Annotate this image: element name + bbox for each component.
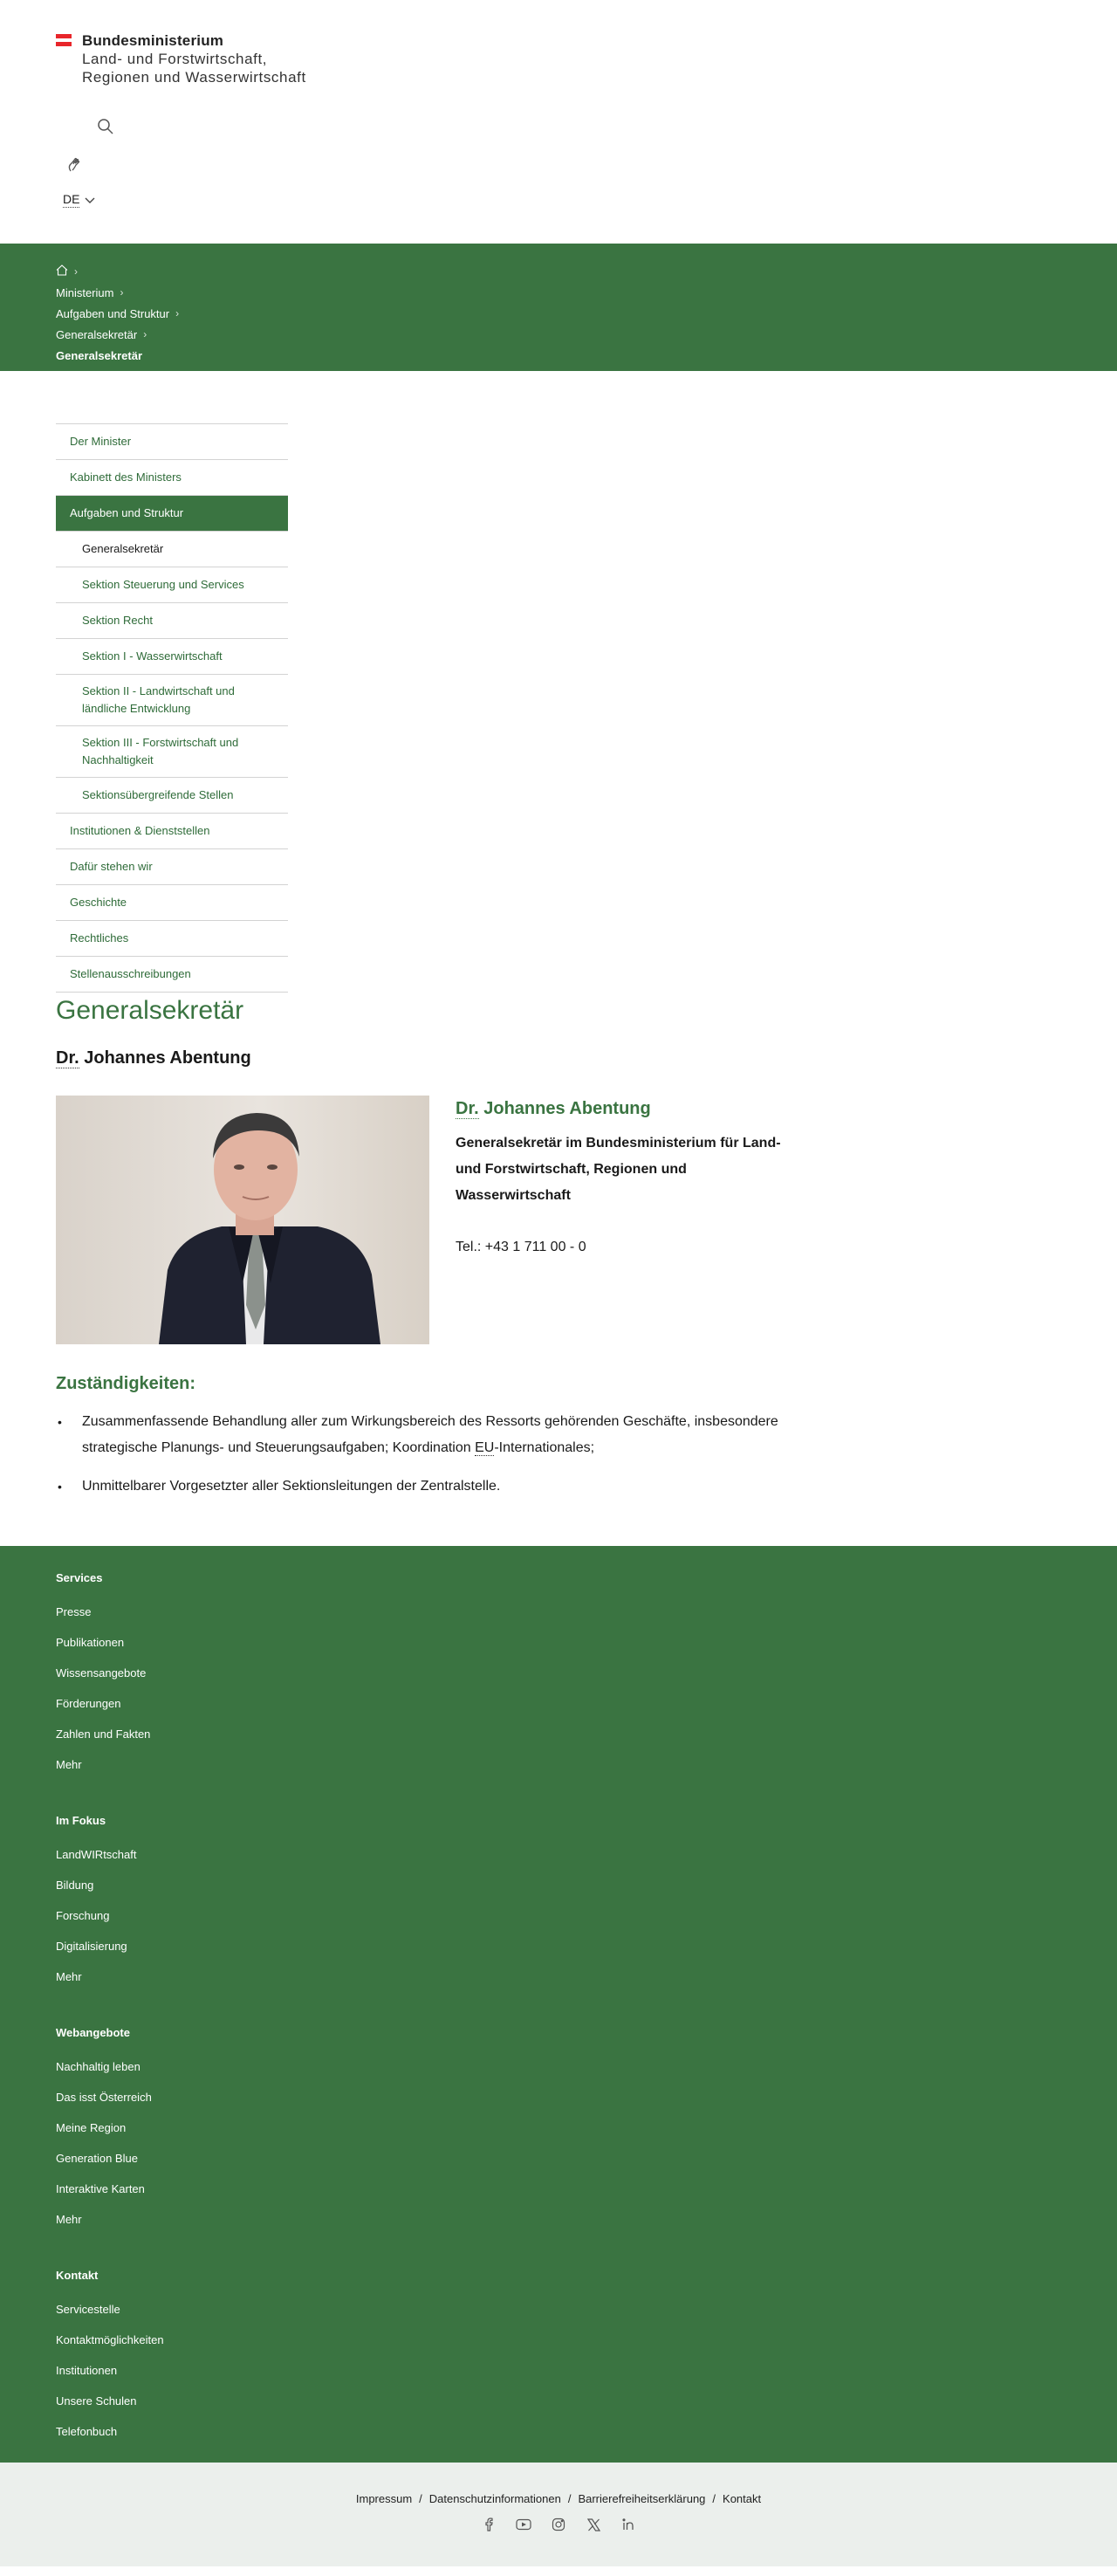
footer-link[interactable]: Mehr bbox=[56, 2213, 82, 2226]
footer-link[interactable]: Mehr bbox=[56, 1758, 82, 1771]
footer-link[interactable]: Forschung bbox=[56, 1909, 110, 1922]
footer-group-title: Services bbox=[56, 1571, 103, 1584]
sidenav-item-generalsekretaer[interactable]: Generalsekretär bbox=[56, 532, 288, 567]
ministry-logo[interactable] bbox=[56, 31, 306, 86]
chevron-right-icon: › bbox=[175, 307, 180, 319]
breadcrumb-item[interactable] bbox=[56, 324, 1061, 345]
sidenav-item-steuerung[interactable]: Sektion Steuerung und Services bbox=[56, 567, 288, 603]
footer-link[interactable]: Telefonbuch bbox=[56, 2425, 118, 2438]
list-item: • Unmittelbarer Vorgesetzter aller Sektionsleitungen der Zentralstelle. bbox=[56, 1473, 824, 1500]
footer-link[interactable]: Das isst Österreich bbox=[56, 2091, 152, 2104]
footer-link[interactable]: Publikationen bbox=[56, 1636, 125, 1649]
search-icon[interactable] bbox=[94, 115, 117, 138]
person-role: Generalsekretär im Bundesministerium für Land- und Forstwirtschaft, Regionen und Wasserwirtschaft bbox=[456, 1136, 781, 1203]
sidenav-item-rechtliches[interactable]: Rechtliches bbox=[56, 921, 288, 957]
footer-group-services bbox=[56, 1570, 1061, 1780]
kontakt-link[interactable]: Kontakt bbox=[723, 2492, 762, 2505]
sidenav-item-forstwirtschaft[interactable]: Sektion III - Forstwirtschaft und Nachhaltigkeit bbox=[56, 726, 288, 778]
footer-link[interactable]: Mehr bbox=[56, 1970, 82, 1983]
logo-line-3: Regionen und Wasserwirtschaft bbox=[82, 69, 306, 86]
sidenav-item-sektionsuebergreifend[interactable]: Sektionsübergreifende Stellen bbox=[56, 778, 288, 814]
footer-link[interactable]: Presse bbox=[56, 1605, 92, 1618]
language-selector[interactable] bbox=[63, 192, 95, 208]
x-icon[interactable] bbox=[585, 2516, 602, 2533]
sidenav-item-aufgaben[interactable]: Aufgaben und Struktur bbox=[56, 496, 288, 532]
chevron-right-icon: › bbox=[120, 286, 124, 299]
site-footer bbox=[0, 1546, 1117, 2463]
breadcrumb-label: Aufgaben und Struktur bbox=[56, 306, 170, 320]
youtube-icon[interactable] bbox=[515, 2516, 532, 2533]
footer-link[interactable]: Digitalisierung bbox=[56, 1940, 127, 1953]
chevron-down-icon bbox=[85, 193, 95, 207]
subtitle-name: Johannes Abentung bbox=[79, 1048, 251, 1068]
sidenav-item-wasserwirtschaft[interactable]: Sektion I - Wasserwirtschaft bbox=[56, 639, 288, 675]
footer-link[interactable]: Institutionen bbox=[56, 2364, 118, 2377]
footer-group-title: Kontakt bbox=[56, 2269, 99, 2282]
person-details bbox=[456, 1096, 805, 1344]
facebook-icon[interactable] bbox=[480, 2516, 497, 2533]
sidenav-item-institutionen[interactable]: Institutionen & Dienststellen bbox=[56, 814, 288, 849]
sidenav-item-geschichte[interactable]: Geschichte bbox=[56, 885, 288, 921]
link-separator: / bbox=[712, 2492, 716, 2505]
instagram-icon[interactable] bbox=[550, 2516, 567, 2533]
impressum-link[interactable]: Impressum bbox=[355, 2492, 413, 2505]
footer-link[interactable]: Zahlen und Fakten bbox=[56, 1728, 151, 1741]
person-phone: Tel.: +43 1 711 00 - 0 bbox=[456, 1240, 586, 1254]
breadcrumb bbox=[0, 244, 1117, 371]
responsibilities-heading: Zuständigkeiten: bbox=[56, 1374, 196, 1393]
austria-flag-icon bbox=[56, 34, 72, 46]
list-item-text: Zusammenfassende Behandlung aller zum Wirkungsbereich des Ressorts gehörenden Geschäfte, insbesondere strategische Planungs- und Steuerungsaufgaben; Koordination bbox=[82, 1414, 778, 1455]
legal-links bbox=[356, 2492, 761, 2505]
sidenav-item-recht[interactable]: Sektion Recht bbox=[56, 603, 288, 639]
portrait-photo bbox=[56, 1096, 429, 1344]
language-code: DE bbox=[63, 192, 80, 206]
person-card bbox=[56, 1096, 1061, 1344]
title-abbreviation: Dr. bbox=[56, 1048, 79, 1068]
list-item bbox=[56, 1409, 824, 1461]
link-separator: / bbox=[419, 2492, 422, 2505]
person-name bbox=[456, 1097, 805, 1120]
footer-link[interactable]: Wissensangebote bbox=[56, 1666, 147, 1680]
page-title: Generalsekretär bbox=[56, 996, 244, 1025]
title-abbreviation: Dr. bbox=[456, 1099, 479, 1118]
chevron-right-icon: › bbox=[143, 328, 147, 340]
site-header bbox=[0, 0, 1117, 244]
footer-link[interactable]: Interaktive Karten bbox=[56, 2182, 145, 2195]
footer-group-title: Im Fokus bbox=[56, 1814, 106, 1827]
footer-link[interactable]: Nachhaltig leben bbox=[56, 2060, 140, 2073]
person-name-text: Johannes Abentung bbox=[478, 1099, 651, 1118]
linkedin-icon[interactable] bbox=[620, 2516, 637, 2533]
page-subtitle bbox=[56, 1047, 1061, 1069]
breadcrumb-label: Ministerium bbox=[56, 285, 114, 299]
footer-link[interactable]: Förderungen bbox=[56, 1697, 121, 1710]
footer-group-kontakt bbox=[56, 2268, 1061, 2447]
breadcrumb-item[interactable] bbox=[56, 282, 1061, 303]
footer-group-title: Webangebote bbox=[56, 2026, 130, 2039]
footer-link[interactable]: Kontaktmöglichkeiten bbox=[56, 2333, 164, 2346]
main-content bbox=[0, 371, 1117, 1500]
datenschutz-link[interactable]: Datenschutzinformationen bbox=[428, 2492, 561, 2505]
sidenav-item-minister[interactable]: Der Minister bbox=[56, 424, 288, 460]
sign-language-icon[interactable] bbox=[63, 154, 86, 176]
sidenav-item-dafuer-stehen-wir[interactable]: Dafür stehen wir bbox=[56, 849, 288, 885]
footer-link[interactable]: Bildung bbox=[56, 1879, 94, 1892]
breadcrumb-label: Generalsekretär bbox=[56, 327, 138, 341]
home-icon bbox=[56, 264, 68, 278]
logo-line-1: Bundesministerium bbox=[82, 32, 224, 49]
logo-text bbox=[82, 31, 306, 86]
sidenav-item-kabinett[interactable]: Kabinett des Ministers bbox=[56, 460, 288, 496]
breadcrumb-current: Generalsekretär bbox=[56, 348, 143, 362]
sidenav-item-stellenausschreibungen[interactable]: Stellenausschreibungen bbox=[56, 957, 288, 993]
list-item-text: -Internationales; bbox=[494, 1440, 595, 1455]
breadcrumb-item[interactable] bbox=[56, 303, 1061, 324]
chevron-right-icon: › bbox=[74, 265, 78, 278]
social-links bbox=[480, 2516, 637, 2533]
breadcrumb-home[interactable] bbox=[56, 261, 1061, 282]
footer-group-webangebote bbox=[56, 2025, 1061, 2235]
footer-link[interactable]: Meine Region bbox=[56, 2121, 127, 2134]
responsibilities-list bbox=[56, 1409, 824, 1500]
section-navigation bbox=[56, 423, 288, 993]
portrait-illustration bbox=[56, 1096, 429, 1344]
sidenav-item-landwirtschaft[interactable]: Sektion II - Landwirtschaft und ländliche Entwicklung bbox=[56, 675, 288, 726]
footer-link[interactable]: Unsere Schulen bbox=[56, 2394, 137, 2408]
logo-line-2: Land- und Forstwirtschaft, bbox=[82, 51, 268, 67]
barrierefreiheit-link[interactable]: Barrierefreiheitserklärung bbox=[578, 2492, 706, 2505]
footer-link[interactable]: Generation Blue bbox=[56, 2152, 138, 2165]
bottom-bar bbox=[0, 2463, 1117, 2566]
link-separator: / bbox=[567, 2492, 572, 2505]
footer-link[interactable]: LandWIRtschaft bbox=[56, 1848, 137, 1861]
footer-link[interactable]: Servicestelle bbox=[56, 2303, 120, 2316]
eu-abbreviation: EU bbox=[475, 1440, 495, 1455]
footer-group-im-fokus bbox=[56, 1813, 1061, 1992]
